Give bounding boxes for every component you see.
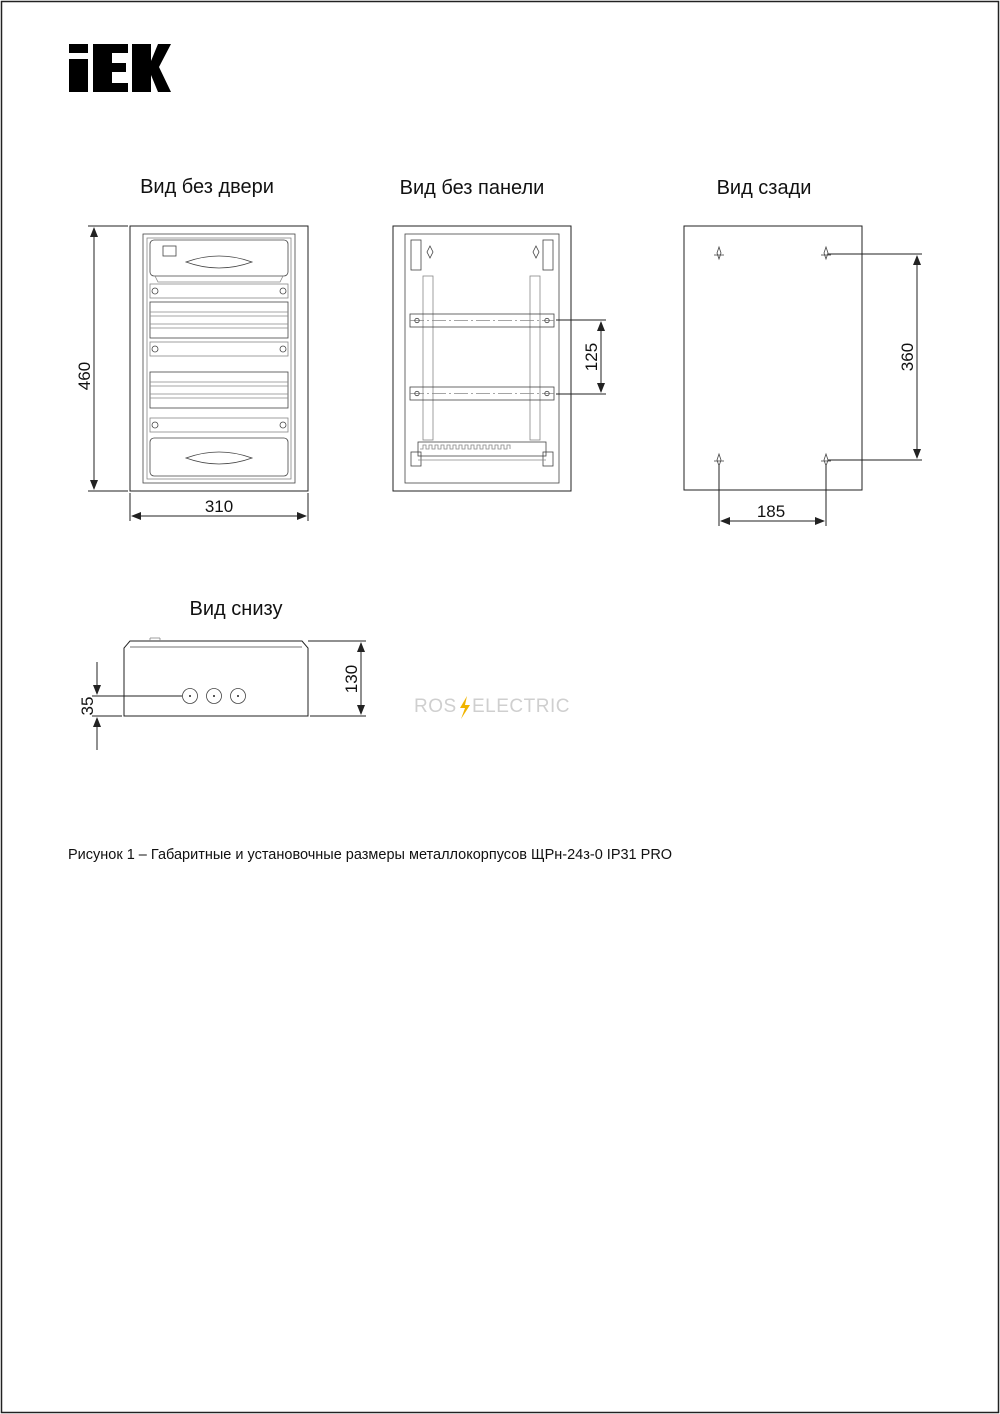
- front-height-dim: 460: [75, 361, 94, 391]
- watermark-part1: ROS: [414, 696, 457, 717]
- watermark-part2: ELECTRIC: [472, 696, 570, 717]
- bottom-depth-dim: 130: [342, 664, 361, 694]
- front-width-dim: 310: [204, 497, 234, 516]
- bolt-icon: [460, 696, 470, 719]
- iek-logo: [0, 0, 171, 92]
- back-vertical-dim: 360: [898, 342, 917, 372]
- panel-rail-spacing-dim: 125: [582, 342, 601, 372]
- back-horizontal-dim: 185: [756, 502, 786, 521]
- figure-caption: Рисунок 1 – Габаритные и установочные размеры металлокорпусов ЩРн-24з-0 IP31 PRO: [68, 847, 673, 863]
- back-view-title: Вид сзади: [716, 177, 812, 199]
- bottom-view-drawing: [92, 638, 366, 750]
- panel-view-title: Вид без панели: [399, 177, 545, 199]
- front-view-title: Вид без двери: [140, 176, 274, 198]
- panel-view-drawing: [393, 226, 606, 491]
- front-view-drawing: [88, 226, 308, 521]
- back-view-drawing: [684, 226, 922, 526]
- bottom-hole-offset-dim: 35: [78, 696, 97, 716]
- bottom-view-title: Вид снизу: [189, 598, 283, 620]
- watermark: [414, 696, 570, 719]
